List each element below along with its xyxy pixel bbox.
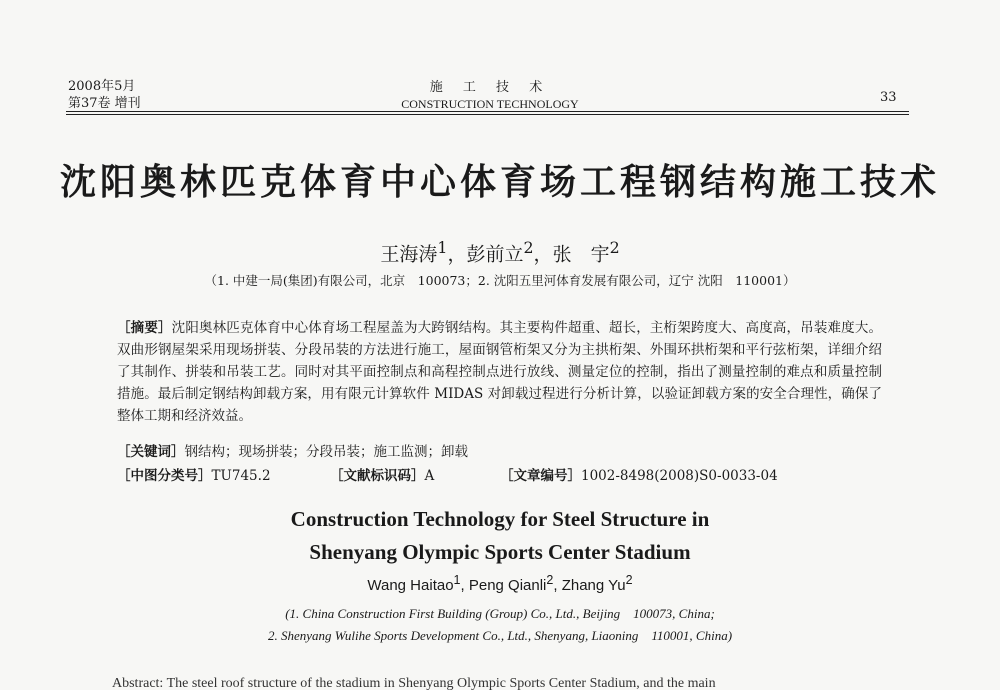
- article-number: [500, 465, 778, 487]
- abstract-english-partial: Abstract: The steel roof structure of the stadium in Shenyang Olympic Sports Center Stadium, and the main: [112, 676, 716, 690]
- page-number: 33: [880, 90, 897, 105]
- journal-name-cn: 施 工 技 术: [429, 80, 551, 95]
- author-1-en-affiliation: 1: [453, 573, 461, 587]
- affiliation-english-line-2: 2. Shenyang Wulihe Sports Development Co., Ltd., Shenyang, Liaoning 110001, China): [267, 628, 733, 643]
- author-separator: ,: [553, 577, 562, 594]
- header-rule-thin: [66, 114, 909, 115]
- author-3-en-affiliation: 2: [625, 573, 633, 587]
- title-english-line-2: Shenyang Olympic Sports Center Stadium: [309, 540, 691, 564]
- author-2-en-affiliation: 2: [546, 573, 554, 587]
- author-separator: ，: [533, 243, 553, 266]
- title-chinese: 沈阳奥林匹克体育中心体育场工程钢结构施工技术: [59, 161, 940, 203]
- title-english: [0, 503, 1000, 569]
- author-separator: ，: [447, 243, 467, 266]
- header-rule-thick: [66, 111, 909, 112]
- affiliation-english: [0, 603, 1000, 647]
- title-english-line-1: Construction Technology for Steel Structure in: [290, 507, 710, 531]
- author-3-en: Zhang Yu: [561, 577, 626, 594]
- author-2-affiliation: 2: [523, 238, 534, 257]
- issue-volume: 第37卷 增刊: [68, 96, 141, 111]
- authors-english: [0, 573, 1000, 594]
- author-2: 彭前立: [466, 243, 524, 266]
- affiliation-english-line-1: (1. China Construction First Building (Group) Co., Ltd., Beijing 100073, China;: [285, 606, 715, 621]
- journal-name-en: CONSTRUCTION TECHNOLOGY: [401, 97, 579, 111]
- authors-chinese: [0, 238, 1000, 266]
- document-code-label: ［文献标识码］: [330, 468, 425, 484]
- keywords: [117, 441, 882, 463]
- abstract-text: 沈阳奥林匹克体育中心体育场工程屋盖为大跨钢结构。其主要构件超重、超长，主桁架跨度大、高度高，吊装难度大。双曲形钢屋架采用现场拼装、分段吊装的方法进行施工，屋面钢管桁架又分为主拱桁架、外围环拱桁架和平行弦桁架，详细介绍了其制作、拼装和吊装工艺。同时对其平面控制点和高程控制点进行放线、测量定位的控制，指出了测量控制的难点和质量控制措施。最后制定钢结构卸载方案，用有限元计算软件 MIDAS 对卸载过程进行分析计算，以验证卸载方案的安全合理性，确保了整体工期和经济效益。: [117, 320, 883, 424]
- author-1-en: Wang Haitao: [367, 577, 454, 594]
- author-1-affiliation: 1: [437, 238, 448, 257]
- author-1: 王海涛: [380, 243, 438, 266]
- abstract-label: ［摘要］: [117, 320, 172, 336]
- journal-name: [360, 76, 620, 112]
- author-separator: ,: [460, 577, 469, 594]
- affiliation-chinese: （1. 中建一局(集团)有限公司，北京 100073；2. 沈阳五里河体育发展有限公司，辽宁 沈阳 110001）: [204, 273, 796, 288]
- document-code-value: A: [424, 468, 435, 484]
- article-number-value: 1002-8498(2008)S0-0033-04: [581, 468, 778, 484]
- keywords-label: ［关键词］: [117, 444, 185, 460]
- author-2-en: Peng Qianli: [468, 577, 547, 594]
- author-3: 张 宇: [552, 243, 610, 266]
- issue-info: [68, 78, 141, 112]
- abstract-block: [117, 317, 882, 427]
- keywords-text: 钢结构；现场拼装；分段吊装；施工监测；卸载: [184, 444, 468, 460]
- document-code: [330, 465, 434, 487]
- issue-date: 2008年5月: [68, 79, 136, 94]
- classification-number: [117, 465, 271, 487]
- article-number-label: ［文章编号］: [500, 468, 581, 484]
- classification-label: ［中图分类号］: [117, 468, 212, 484]
- author-3-affiliation: 2: [609, 238, 620, 257]
- classification-value: TU745.2: [211, 468, 271, 484]
